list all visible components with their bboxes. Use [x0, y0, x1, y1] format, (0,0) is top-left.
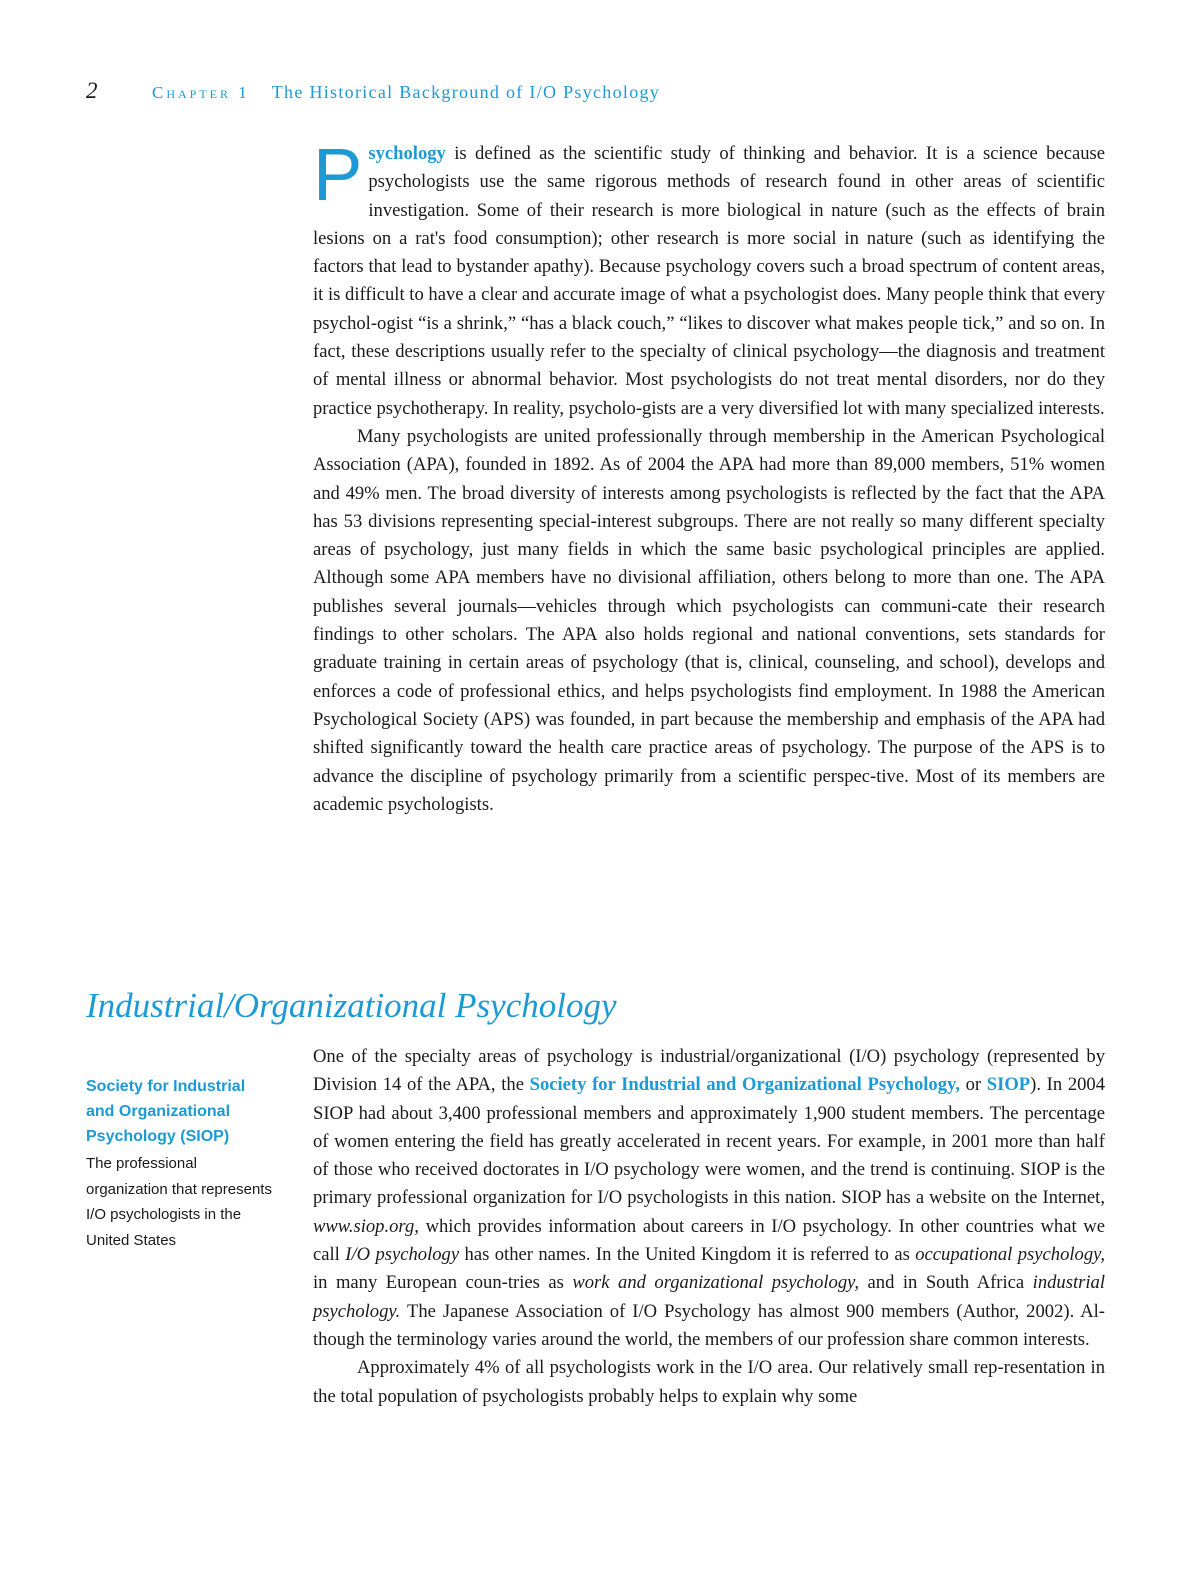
- key-term-siop: SIOP: [986, 1074, 1031, 1096]
- drop-cap: P: [313, 133, 363, 216]
- text-run: or: [959, 1074, 987, 1096]
- io-paragraph-1: [313, 1043, 1105, 1354]
- italic-term: industrial psychology.: [313, 1272, 1105, 1322]
- page-number: 2: [86, 78, 98, 103]
- running-head: [86, 78, 660, 108]
- margin-definition: The professional organization that represents I/O psychologists in the United States: [86, 1155, 272, 1249]
- intro-section: [313, 133, 1105, 819]
- io-paragraph-2: Approximately 4% of all psychologists work in the I/O area. Our relatively small rep-resentation in the total population of psychologists probably helps to explain why some: [313, 1357, 1105, 1407]
- italic-term: I/O psychology: [345, 1244, 460, 1266]
- margin-term: Society for Industrial and Organizational Psychology (SIOP): [86, 1078, 246, 1145]
- italic-term: work and organizational psychology,: [572, 1272, 860, 1294]
- io-section-body: [313, 1043, 1105, 1411]
- text-run: One of the specialty areas of psychology is industrial/organizational (I/O) psychology (represented by Division 14 of the APA, the: [313, 1046, 1105, 1096]
- chapter-title: The Historical Background of I/O Psychology: [271, 82, 661, 102]
- italic-term: occupational psychology,: [915, 1244, 1105, 1266]
- intro-paragraph-1: [313, 133, 1105, 423]
- key-term-siop-full: Society for Industrial and Organizational Psychology,: [529, 1074, 960, 1096]
- intro-paragraph-2: Many psychologists are united professionally through membership in the American Psychological Association (APA), founded in 1892. As of 2004 the APA had more than 89,000 members, 51% women and 49% men. The broad diversity of interests among psychologists is reflected by the fact that the APA has 53 divisions representing special-interest subgroups. There are not really so many different specialty areas of psychology, just many fields in which the same basic psychological principles are applied. Although some APA members have no divisional affiliation, others belong to more than one. The APA publishes several journals—vehicles through which psychologists can communi-cate their research findings to other scholars. The APA also holds regional and national conventions, sets standards for graduate training in certain areas of psychology (that is, clinical, counseling, and school), develops and enforces a code of professional ethics, and helps psychologists find employment. In 1988 the American Psychological Society (APS) was founded, in part because the membership and emphasis of the APA had shifted significantly toward the health care practice areas of psychology. The purpose of the APS is to advance the discipline of psychology primarily from a scientific perspec-tive. Most of its members are academic psychologists.: [313, 425, 1105, 815]
- text-run: which provides information about careers in I/O psychology. In other countries what we call: [313, 1215, 1105, 1266]
- margin-glossary-note: [86, 1074, 276, 1253]
- siop-url: www.siop.org,: [313, 1215, 419, 1237]
- intro-paragraph-1-text: is defined as the scientific study of thinking and behavior. It is a science because psychologists use the same rigorous methods of research found in other areas of scientific investigation. Some of their research is more biological in nature (such as the effects of brain lesions on a rat's food consumption); other research is more social in nature (such as identifying the factors that lead to bystander apathy). Because psychology covers such a broad spectrum of content areas, it is difficult to have a clear and accurate image of what a psychologist does. Many people think that every psychol-ogist “is a shrink,” “has a black couch,” “likes to discover what makes people tick,” and so on. In fact, these descriptions usually refer to the specialty of clinical psychology—the diagnosis and treatment of mental illness or abnormal behavior. Most psychologists do not treat mental disorders, nor do they practice psychotherapy. In reality, psycholo-gists are a very diversified lot with many specialized interests.: [313, 143, 1105, 419]
- text-run: has other names. In the United Kingdom it is referred to as: [459, 1244, 916, 1266]
- text-run: in many European coun-tries as: [313, 1272, 573, 1294]
- chapter-label: chapter 1: [152, 83, 250, 102]
- text-run: The Japanese Association of I/O Psychology has almost 900 members (Author, 2002). Al-though the terminology varies around the world, the members of our profession share common interests.: [313, 1300, 1105, 1350]
- section-heading: Industrial/Organizational Psychology: [86, 986, 617, 1025]
- text-run: ). In 2004 SIOP had about 3,400 professional members and approximately 1,900 student members. The percentage of women entering the field has greatly accelerated in recent years. For example, in 2001 more than half of those who received doctorates in I/O psychology were women, and the trend is continuing. SIOP is the primary professional organization for I/O psychologists in this nation. SIOP has a website on the Internet,: [313, 1074, 1106, 1209]
- key-term-psychology: sychology: [368, 143, 446, 164]
- text-run: and in South Africa: [859, 1272, 1033, 1294]
